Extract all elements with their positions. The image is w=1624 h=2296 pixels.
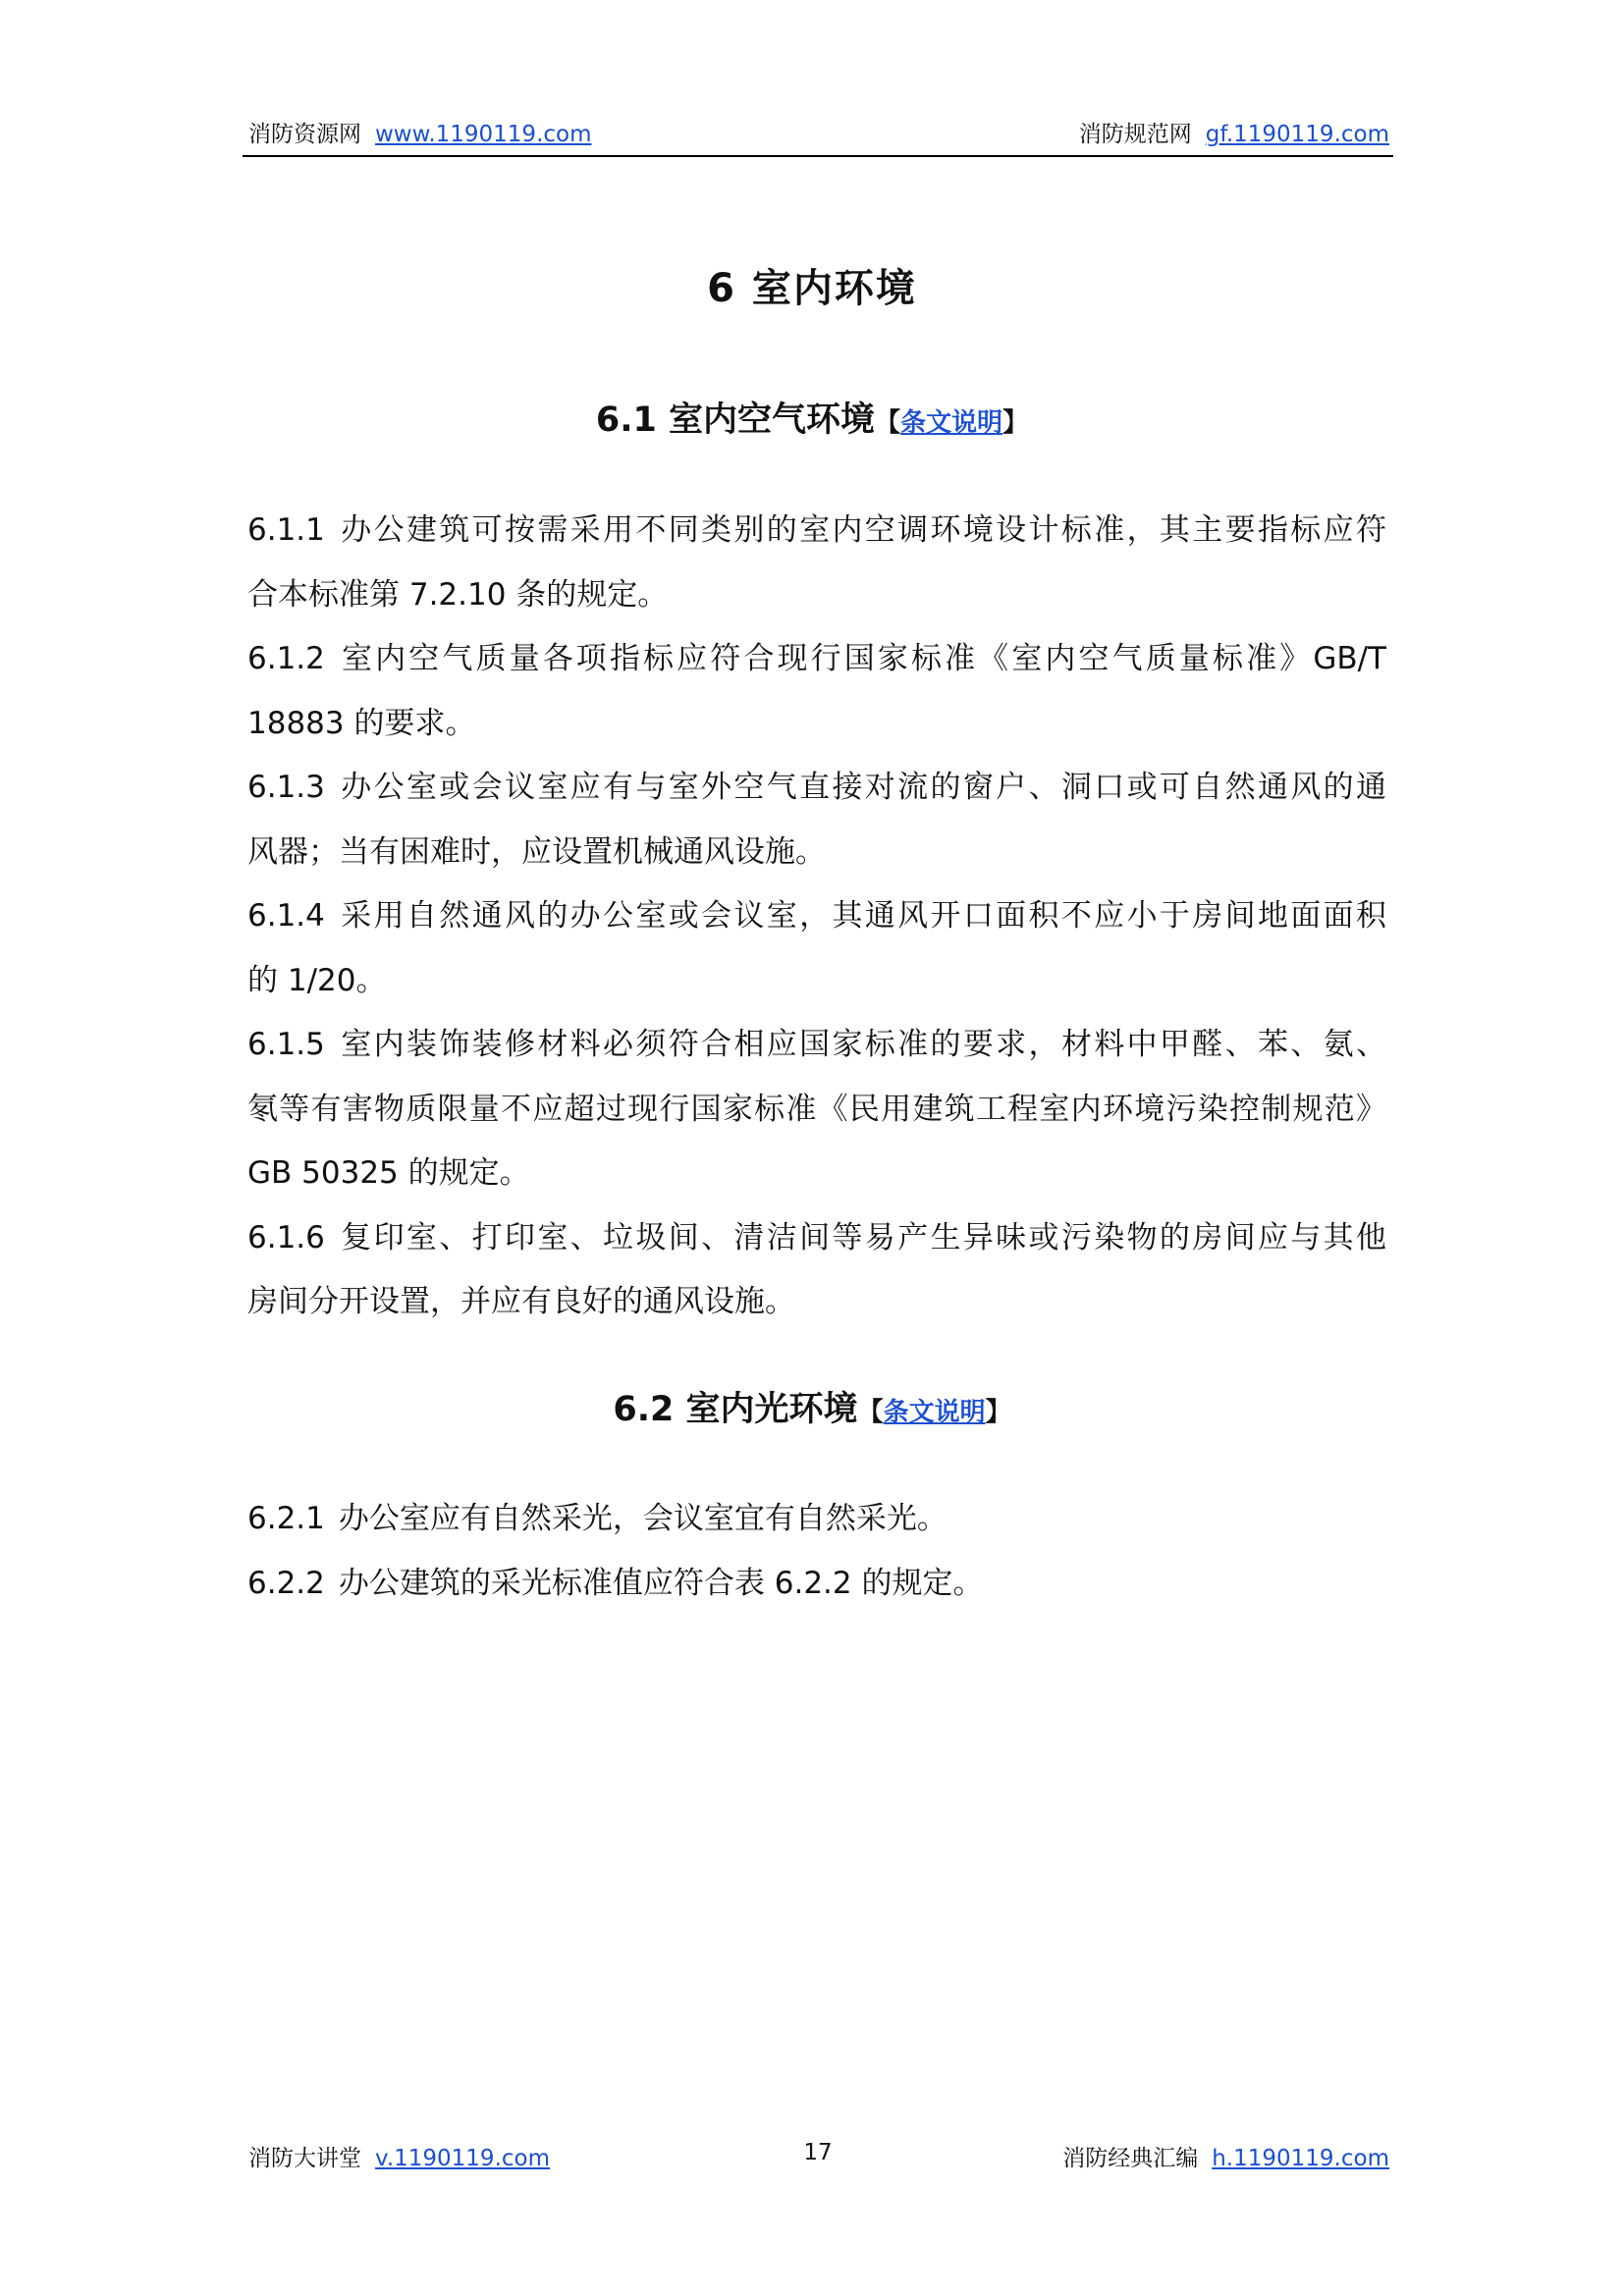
page-number: 17 (803, 2140, 833, 2165)
clause-text: 办公室或会议室应有与室外空气直接对流的窗户、洞口或可自然通风的通 (338, 770, 1386, 805)
clause-number: 6.2.1 (247, 1501, 325, 1536)
clause-text: 办公建筑的采光标准值应符合表 6.2.2 的规定。 (338, 1565, 984, 1601)
clause-text: 房间分开设置，并应有良好的通风设施。 (247, 1284, 795, 1319)
clause-text: GB 50325 的规定。 (247, 1155, 530, 1191)
clause-6-1-1 (247, 499, 1386, 627)
clause-6-1-2 (247, 627, 1386, 756)
bracket-close: 】 (1002, 408, 1029, 438)
clause-text: 办公室应有自然采光，会议室宜有自然采光。 (338, 1501, 947, 1536)
clause-number: 6.1.1 (247, 512, 325, 548)
footer-left-site: 消防大讲堂 (248, 2146, 361, 2171)
clause-text: 的 1/20。 (247, 962, 387, 998)
clause-number: 6.2.2 (247, 1565, 325, 1601)
clause-number: 6.1.6 (247, 1219, 325, 1255)
footer-right-link[interactable]: h.1190119.com (1212, 2146, 1389, 2171)
clause-6-2-2 (247, 1552, 1386, 1617)
section-title-text: 6.1 室内空气环境 (595, 400, 876, 440)
header-right-site: 消防规范网 (1078, 122, 1192, 147)
bracket-open: 【 (875, 408, 901, 438)
clause-text: 合本标准第 7.2.10 条的规定。 (247, 576, 669, 613)
bracket-open: 【 (857, 1398, 884, 1427)
clause-number: 6.1.3 (247, 770, 325, 805)
header-right-link[interactable]: gf.1190119.com (1205, 122, 1389, 147)
section-body-6-1 (247, 499, 1386, 1335)
section-title-6-2 (0, 1382, 1624, 1431)
clause-text: 室内空气质量各项指标应符合现行国家标准《室内空气质量标准》GB/T (338, 641, 1386, 676)
footer-right (1062, 2140, 1389, 2172)
footer-right-site: 消防经典汇编 (1062, 2146, 1199, 2171)
clause-number: 6.1.2 (247, 641, 325, 676)
header-left-link[interactable]: www.1190119.com (375, 122, 592, 147)
clause-text: 室内装饰装修材料必须符合相应国家标准的要求，材料中甲醛、苯、氨、 (338, 1027, 1386, 1062)
header-right (1079, 116, 1389, 148)
clause-6-1-6 (247, 1206, 1386, 1335)
page-header (243, 116, 1393, 157)
clause-text: 采用自然通风的办公室或会议室，其通风开口面积不应小于房间地面面积 (338, 898, 1386, 934)
section-body-6-2 (247, 1487, 1386, 1616)
clause-text: 氡等有害物质限量不应超过现行国家标准《民用建筑工程室内环境污染控制规范》 (247, 1091, 1386, 1127)
footer-left-link[interactable]: v.1190119.com (375, 2146, 551, 2171)
section-title-6-1 (0, 393, 1624, 442)
clause-6-1-4 (247, 884, 1386, 1013)
clause-text: 复印室、打印室、垃圾间、清洁间等易产生异味或污染物的房间应与其他 (338, 1219, 1386, 1255)
section-title-text: 6.2 室内光环境 (613, 1390, 858, 1429)
page-footer (243, 2140, 1393, 2179)
clause-6-1-3 (247, 756, 1386, 884)
clause-number: 6.1.5 (247, 1027, 325, 1062)
clause-text: 18883 的要求。 (247, 705, 476, 741)
clause-6-1-5 (247, 1013, 1386, 1206)
header-left-site: 消防资源网 (248, 122, 361, 147)
bracket-close: 】 (985, 1398, 1011, 1427)
chapter-title: 6 室内环境 (707, 266, 917, 311)
clause-explanation-link[interactable]: 条文说明 (883, 1398, 986, 1427)
clause-number: 6.1.4 (247, 898, 325, 934)
header-left (248, 116, 592, 148)
clause-explanation-link[interactable]: 条文说明 (900, 408, 1003, 438)
clause-text: 风器；当有困难时，应设置机械通风设施。 (247, 833, 826, 870)
clause-6-2-1 (247, 1487, 1386, 1552)
clause-text: 办公建筑可按需采用不同类别的室内空调环境设计标准，其主要指标应符 (338, 512, 1386, 548)
